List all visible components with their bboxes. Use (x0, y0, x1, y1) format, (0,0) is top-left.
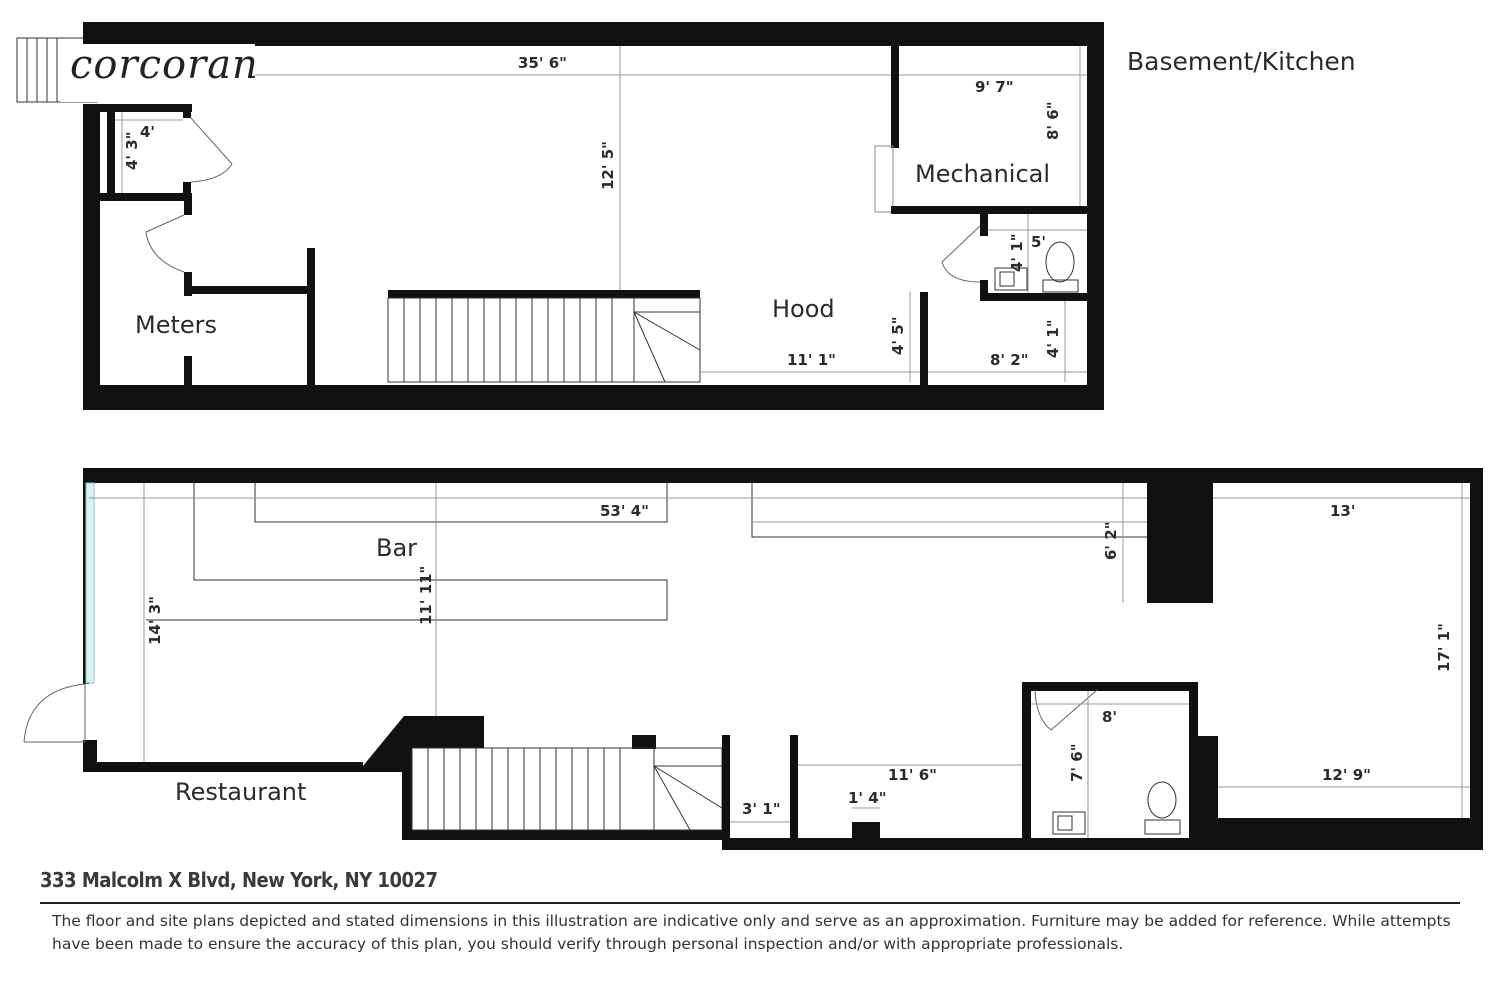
dim-lower-right-width: 8' 2" (990, 351, 1029, 369)
corcoran-logo: corcoran (70, 42, 259, 88)
dim-bath-height: 7' 6" (1068, 743, 1086, 782)
footer-divider (40, 902, 1460, 904)
dim-closet-width: 4' (140, 123, 156, 141)
dim-stair-gap: 3' 1" (742, 800, 781, 818)
dim-bath-width: 8' (1102, 708, 1118, 726)
dim-bath-height: 4' 1" (1008, 233, 1026, 272)
restaurant-stairs (412, 748, 722, 830)
basement-bath-door (942, 226, 980, 282)
dim-mechanical-width: 9' 7" (975, 78, 1014, 96)
entry-door (24, 684, 85, 742)
disclaimer-text: The floor and site plans depicted and stated dimensions in this illustration are indicative only and serve as an approximation. Furniture may be added for reference. While attempts have been made to ensure the accuracy of this plan, you should verify through personal inspection and/or with appropriate professionals. (52, 912, 1451, 953)
dim-bath-width: 5' (1031, 233, 1047, 251)
basement-floor-label: Basement/Kitchen (1127, 47, 1356, 76)
restaurant-floor-label: Restaurant (175, 778, 307, 806)
toilet-icon (1145, 782, 1180, 834)
dim-right-width: 13' (1330, 502, 1356, 520)
room-mechanical: Mechanical (915, 160, 1051, 188)
dim-left-height: 14' 3" (146, 596, 164, 645)
dim-corridor-width: 11' 6" (888, 766, 937, 784)
dim-restaurant-overall-width: 53' 4" (600, 502, 649, 520)
dim-bar-height: 11' 11" (417, 565, 435, 625)
room-meters: Meters (135, 311, 218, 339)
sink-icon (1053, 812, 1085, 834)
property-address: 333 Malcolm X Blvd, New York, NY 10027 (40, 868, 438, 892)
restaurant-plan (24, 468, 1483, 850)
toilet-icon (1043, 242, 1078, 292)
dim-closet-height: 4' 3" (123, 131, 141, 170)
closet-door (191, 118, 232, 182)
dim-column-depth: 6' 2" (1102, 521, 1120, 560)
dim-hood-height: 4' 5" (889, 316, 907, 355)
dim-nook-width: 1' 4" (848, 789, 887, 807)
dim-right-height: 17' 1" (1435, 623, 1453, 672)
dim-lower-right-height: 4' 1" (1044, 319, 1062, 358)
room-hood: Hood (772, 295, 835, 323)
basement-stairs (388, 290, 700, 382)
dim-main-height: 12' 5" (599, 141, 617, 190)
dim-basement-overall-width: 35' 6" (518, 54, 567, 72)
meters-door (146, 215, 184, 272)
room-bar: Bar (376, 534, 418, 562)
dim-right-lower-width: 12' 9" (1322, 766, 1371, 784)
basement-plan (17, 22, 1356, 410)
dim-hood-width: 11' 1" (787, 351, 836, 369)
dim-mechanical-height: 8' 6" (1044, 101, 1062, 140)
